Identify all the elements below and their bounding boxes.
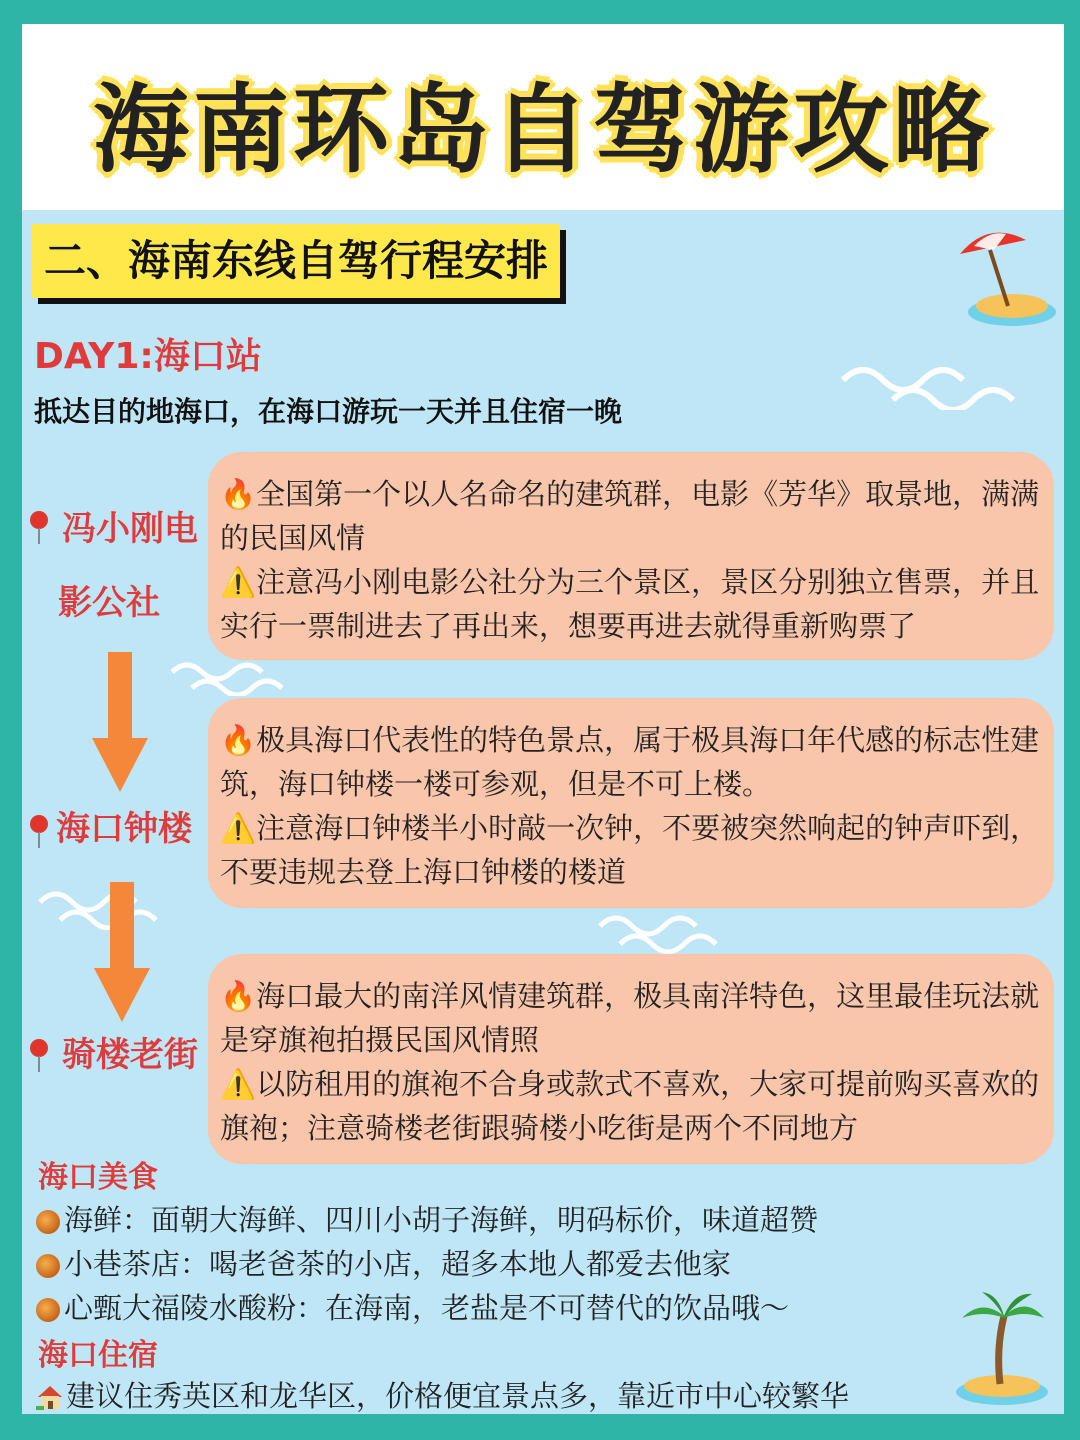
food-item bbox=[36, 1242, 731, 1283]
day-description: 抵达目的地海口，在海口游玩一天并且住宿一晚 bbox=[34, 395, 623, 428]
food-item bbox=[36, 1286, 789, 1327]
spot-name-qilou-old-street: 骑楼老街 bbox=[62, 1035, 198, 1075]
food-item-text: 海鲜：面朝大海鲜、四川小胡子海鲜，明码标价，味道超赞 bbox=[64, 1203, 819, 1237]
food-section-title: 海口美食 bbox=[38, 1160, 158, 1195]
spot-warning-text: ⚠️注意冯小刚电影公社分为三个景区，景区分别独立售票，并且实行一票制进去了再出来，想要再进去就得重新购票了 bbox=[220, 565, 1040, 643]
poster-card bbox=[22, 24, 1064, 1414]
food-item bbox=[36, 1198, 818, 1239]
day-title: DAY1:海口站 bbox=[34, 336, 262, 377]
page-title: 海南环岛自驾游攻略 bbox=[93, 74, 993, 186]
map-pin-icon bbox=[28, 1038, 50, 1072]
stay-item-text: 建议住秀英区和龙华区，价格便宜景点多，靠近市中心较繁华 bbox=[66, 1379, 850, 1413]
food-bullet-icon bbox=[36, 1254, 60, 1278]
spot-highlight-text: 🔥全国第一个以人名命名的建筑群，电影《芳华》取景地，满满的民国风情 bbox=[220, 477, 1040, 555]
beach-umbrella-icon bbox=[950, 220, 1060, 330]
house-icon bbox=[36, 1384, 64, 1410]
map-pin-icon bbox=[28, 814, 50, 848]
palm-island-icon bbox=[952, 1288, 1052, 1408]
spot-info-bubble bbox=[208, 698, 1054, 908]
spot-info-bubble bbox=[208, 452, 1054, 660]
map-pin-icon bbox=[28, 510, 50, 544]
spot-name-feng-xiaogang: 冯小刚电 bbox=[62, 509, 198, 549]
stay-section-title: 海口住宿 bbox=[38, 1338, 158, 1373]
down-arrow-icon bbox=[94, 882, 150, 1032]
wave-decoration bbox=[168, 656, 288, 696]
spot-name-haikou-clock-tower: 海口钟楼 bbox=[56, 809, 192, 849]
wave-decoration bbox=[596, 908, 726, 954]
food-item-text: 小巷茶店：喝老爸茶的小店，超多本地人都爱去他家 bbox=[64, 1247, 732, 1281]
spot-warning-text: ⚠️以防租用的旗袍不合身或款式不喜欢，大家可提前购买喜欢的旗袍；注意骑楼老街跟骑楼小吃街是两个不同地方 bbox=[220, 1067, 1040, 1145]
food-item-text: 心甄大福陵水酸粉：在海南，老盐是不可替代的饮品哦～ bbox=[64, 1291, 790, 1325]
spot-highlight-text: 🔥极具海口代表性的特色景点，属于极具海口年代感的标志性建筑，海口钟楼一楼可参观，但是不可上楼。 bbox=[220, 723, 1040, 801]
food-bullet-icon bbox=[36, 1210, 60, 1234]
stay-item bbox=[36, 1374, 849, 1414]
spot-highlight-text: 🔥海口最大的南洋风情建筑群，极具南洋特色，这里最佳玩法就是穿旗袍拍摄民国风情照 bbox=[220, 979, 1040, 1057]
spot-info-bubble bbox=[208, 954, 1054, 1164]
wave-decoration bbox=[838, 360, 1018, 410]
down-arrow-icon bbox=[92, 652, 148, 802]
spot-warning-text: ⚠️注意海口钟楼半小时敲一次钟，不要被突然响起的钟声吓到，不要违规去登上海口钟楼的楼道 bbox=[220, 811, 1040, 889]
food-bullet-icon bbox=[36, 1298, 60, 1322]
spot-name-feng-xiaogang-line2: 影公社 bbox=[58, 583, 160, 623]
section-title: 二、海南东线自驾行程安排 bbox=[32, 224, 560, 298]
title-band bbox=[22, 24, 1064, 210]
